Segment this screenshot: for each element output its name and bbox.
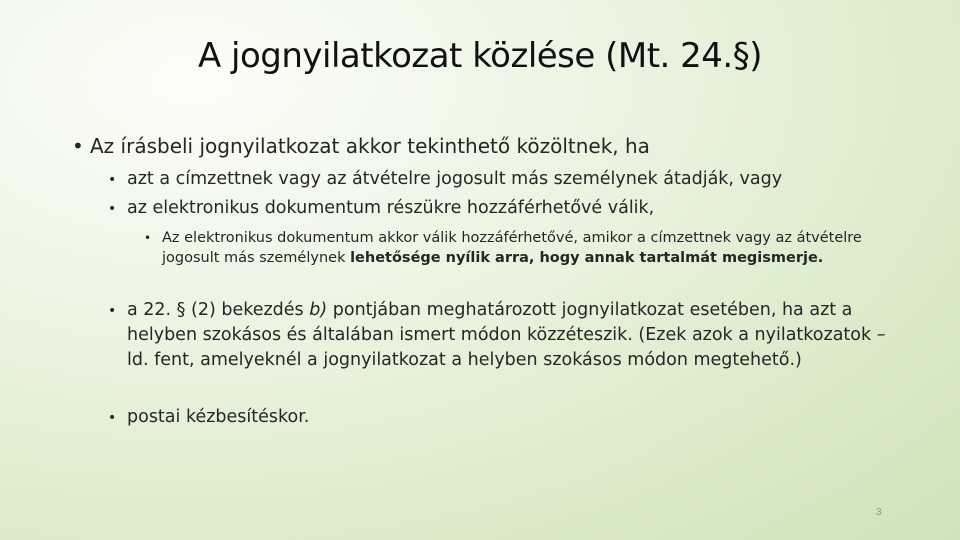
bullet-text: postai kézbesítéskor. — [127, 407, 310, 427]
slide-number: 3 — [876, 507, 882, 518]
bullet-dot: • — [108, 201, 117, 217]
bullet-dot: • — [108, 303, 117, 319]
bullet-text: azt a címzettnek vagy az átvételre jogosult más személynek átadják, vagy — [127, 169, 783, 189]
bullet-text: Az írásbeli jognyilatkozat akkor tekinthető közöltnek, ha — [90, 134, 650, 158]
bullet-dot: • — [108, 410, 117, 426]
bullet-dot: • — [72, 134, 84, 158]
item3-text-italic: b) — [309, 300, 328, 320]
bullet-dot: • — [108, 172, 117, 188]
sub-text-regular: Az elektronikus dokumentum akkor válik hozzáférhetővé, amikor a címzettnek vagy az átvételre jogosult más személynek — [162, 230, 862, 266]
item3-text-b: pontjában meghatározott jognyilatkozat esetében, ha azt a helyben szokásos és általában ismert módon közzéteszik. (Ezek azok a nyilatkozatok – ld. fent, amelyeknél a jognyilatkozat a helyben szokásos módon megtehető.) — [127, 300, 886, 370]
bullet-text — [162, 228, 862, 268]
bullet-dot: • — [144, 231, 152, 245]
item3-text-a: a 22. § (2) bekezdés — [127, 300, 310, 320]
slide-title: A jognyilatkozat közlése (Mt. 24.§) — [197, 36, 763, 76]
bullet-text: az elektronikus dokumentum részükre hozzáférhetővé válik, — [127, 198, 655, 218]
sub-text-bold: lehetősége nyílik arra, hogy annak tartalmát megismerje. — [350, 250, 824, 266]
bullet-text — [127, 298, 897, 373]
